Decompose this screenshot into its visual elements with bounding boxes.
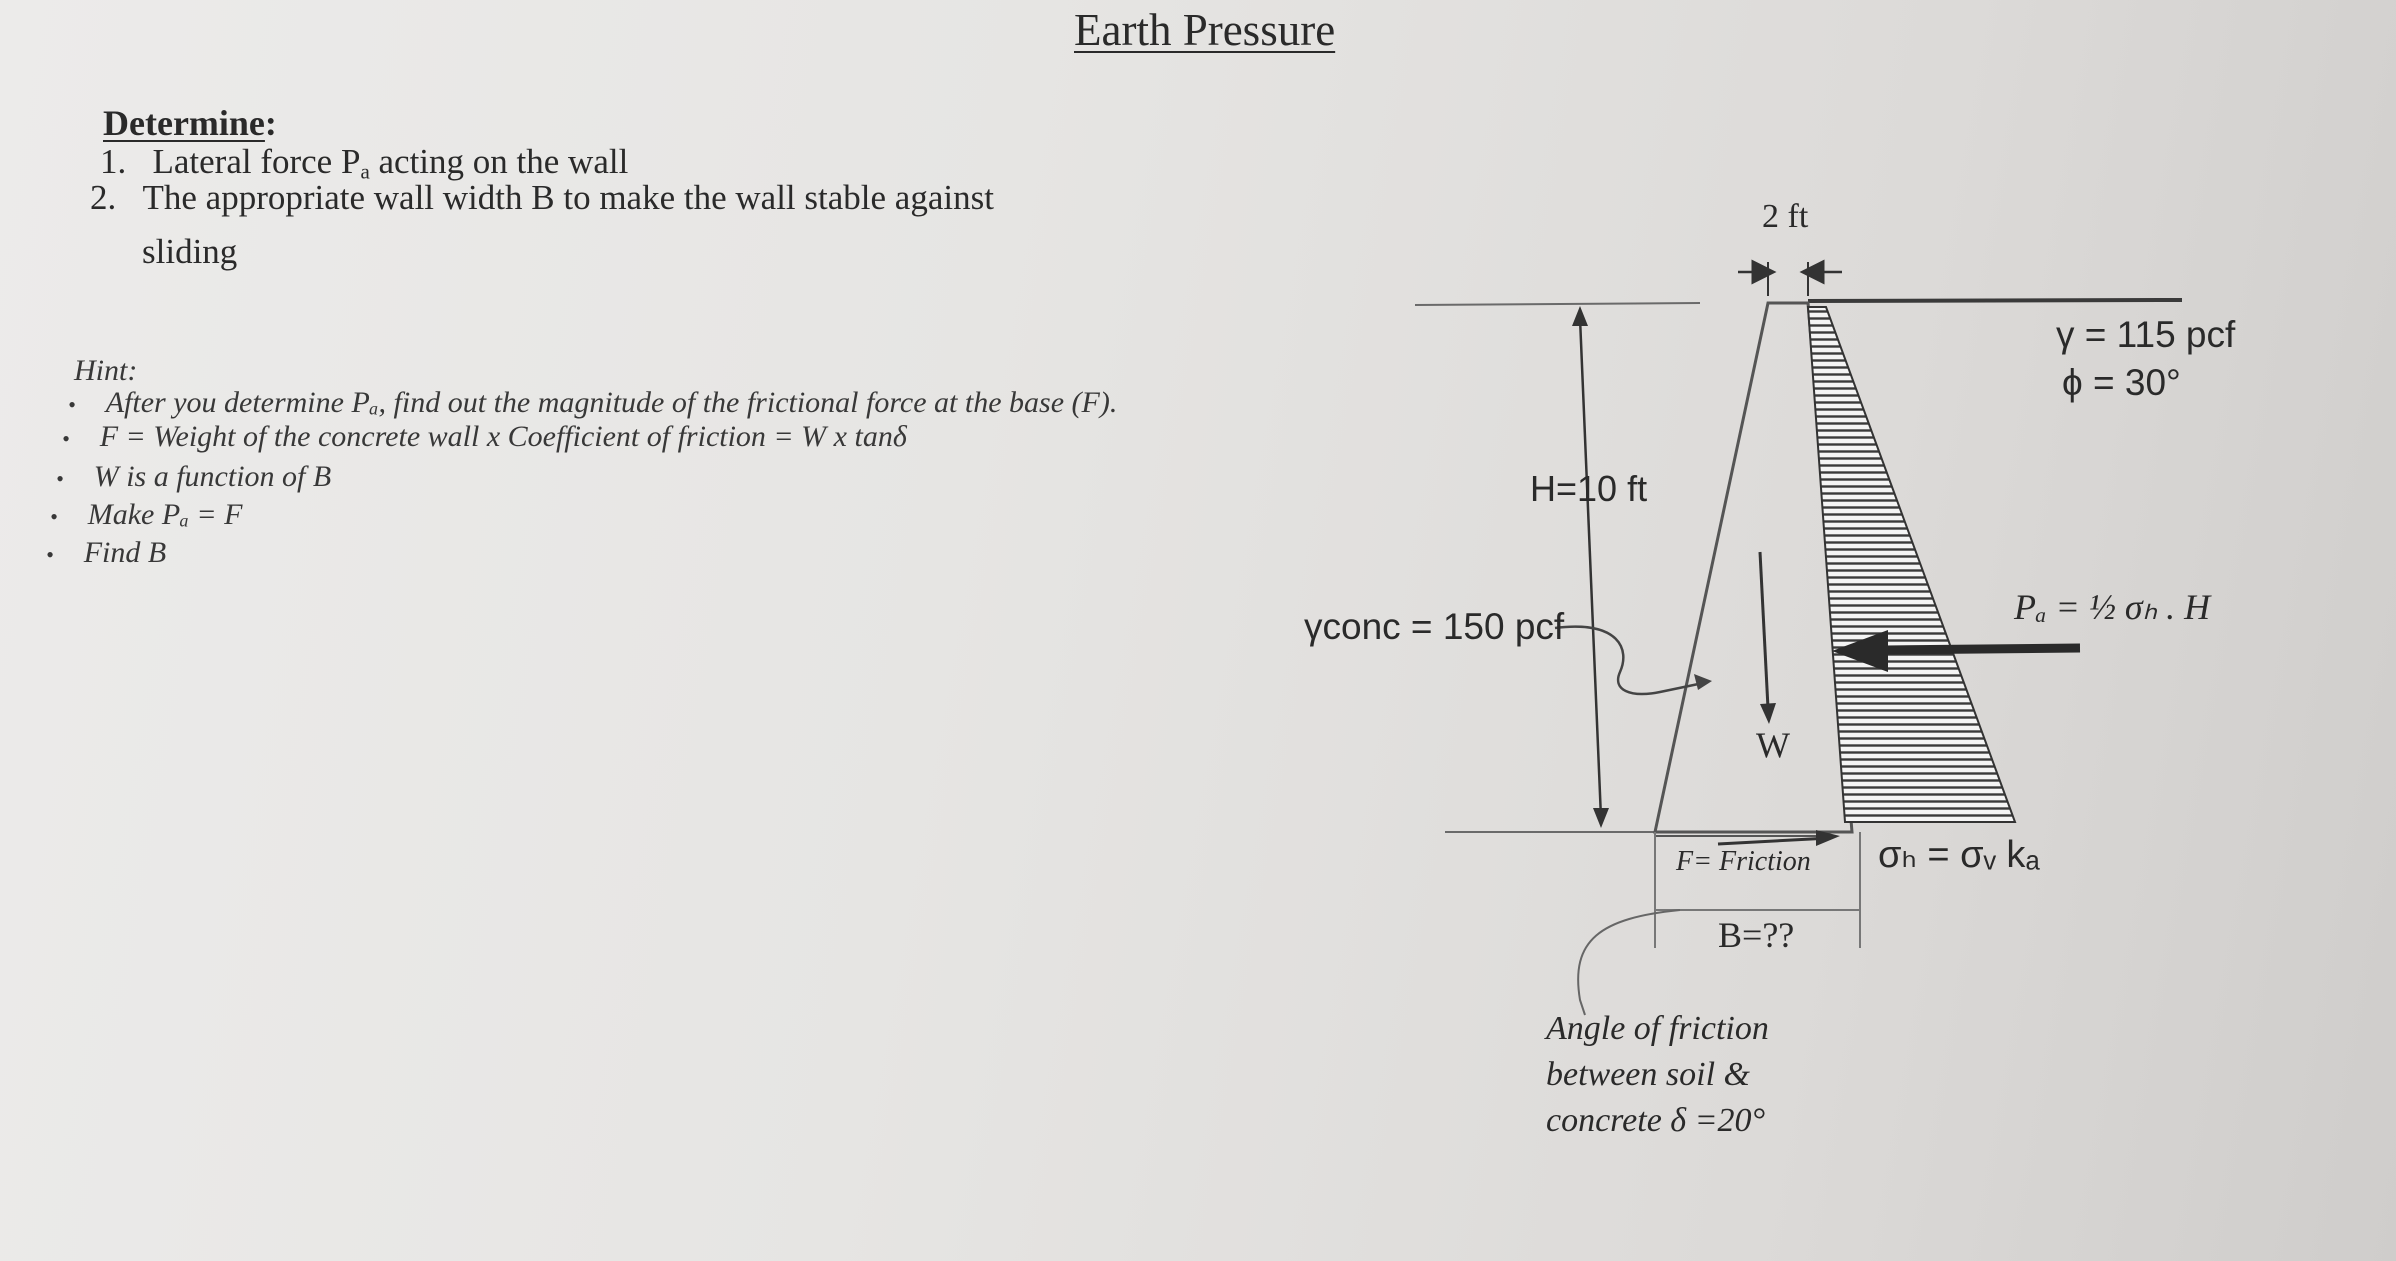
determine-item-2-cont: sliding <box>142 232 238 271</box>
height-label: H=10 ft <box>1530 468 1648 509</box>
angle-note: Angle of friction between soil & concrete δ =20° <box>1546 1010 1769 1139</box>
determine-item-2: 2. The appropriate wall width B to make the wall stable against <box>90 178 994 217</box>
hint-bullet-3: • W is a function of B <box>56 460 332 493</box>
gamma-leader <box>1555 627 1708 694</box>
hint-label: Hint: <box>74 354 138 387</box>
soil-phi-label: ϕ = 30° <box>2062 362 2181 403</box>
hint-bullet-4: • Make Pₐ = F <box>50 498 243 531</box>
soil-gamma-label: γ = 115 pcf <box>2056 314 2236 355</box>
angle-leader <box>1578 910 1680 1015</box>
ground-line-left-top <box>1415 303 1700 305</box>
determine-heading: Determine: <box>103 103 277 143</box>
pressure-distribution <box>1808 307 2015 822</box>
sigma-h-label: σₕ = σᵥ kₐ <box>1878 834 2040 876</box>
ground-line-right-top <box>1808 300 2182 301</box>
friction-label: F= Friction <box>1676 846 1811 877</box>
weight-label: W <box>1756 725 1790 765</box>
pa-arrow <box>1885 648 2080 650</box>
top-width-label: 2 ft <box>1762 198 1809 235</box>
hint-bullet-5: • Find B <box>46 536 167 569</box>
height-dimension-line <box>1580 318 1601 818</box>
weight-arrow <box>1760 552 1768 708</box>
determine-item-1: 1. Lateral force $P_a$ acting on the wall <box>100 142 629 184</box>
friction-arrow <box>1718 838 1830 844</box>
hint-bullet-1: • After you determine Pₐ, find out the magnitude of the frictional force at the base (F). <box>68 386 1118 419</box>
page-title: Earth Pressure <box>1074 5 1336 55</box>
hint-bullet-2: • F = Weight of the concrete wall x Coefficient of friction = W x tanδ <box>62 420 907 453</box>
gamma-conc-label: γconc = 150 pcf <box>1304 606 1565 647</box>
base-width-label: B=?? <box>1718 915 1795 955</box>
pa-formula: Pₐ = ½ σₕ . H <box>2014 587 2211 627</box>
